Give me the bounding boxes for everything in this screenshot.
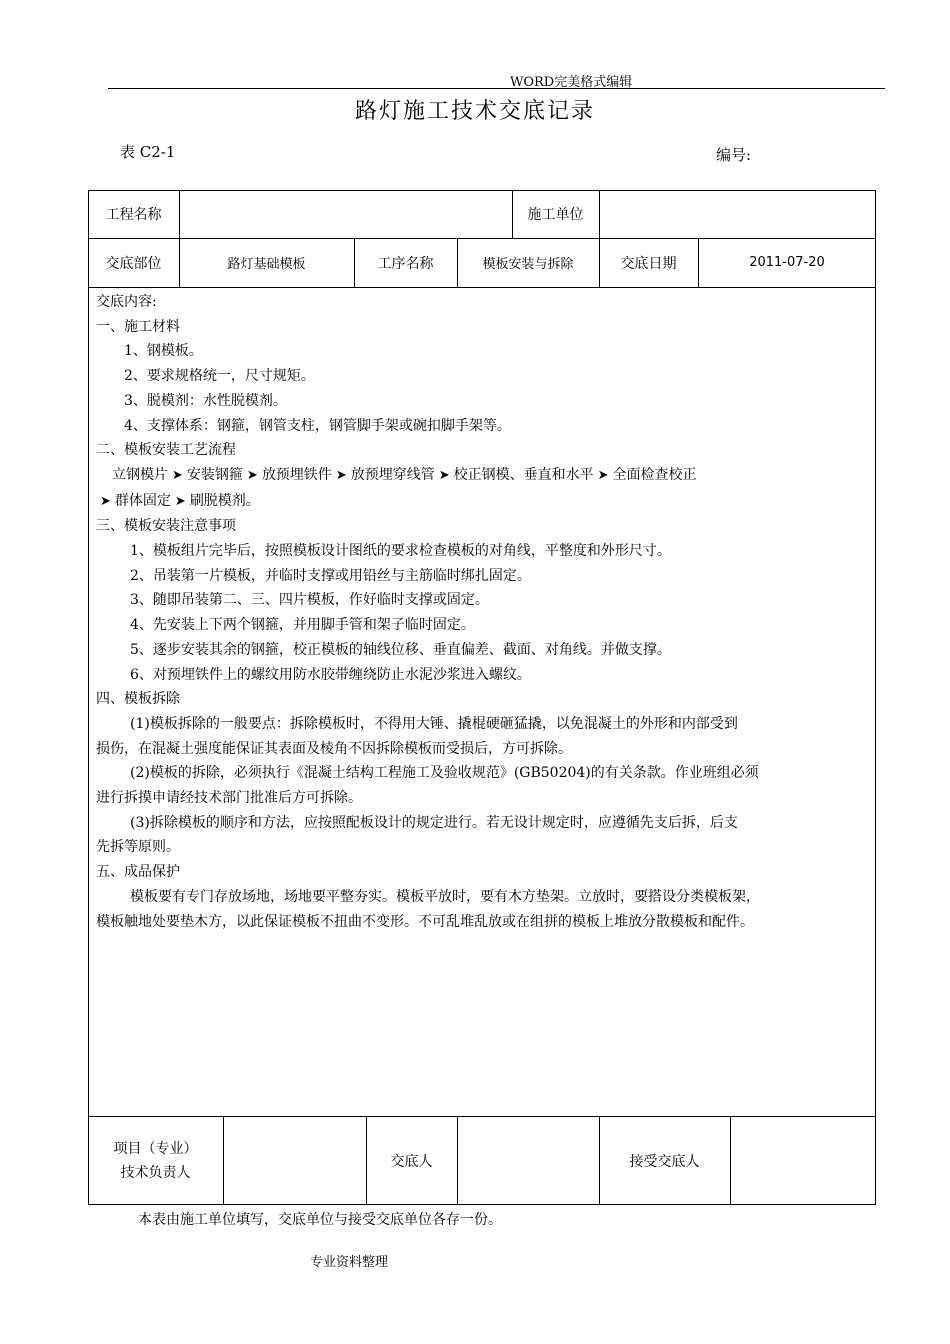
- flow-step: 安装钢箍: [186, 466, 243, 483]
- paragraph-line: (3)拆除模板的顺序和方法，应按照配板设计的规定进行。若无设计规定时，应遵循先支后拆，后支: [130, 814, 738, 831]
- header-watermark: WORD完美格式编辑: [510, 75, 633, 90]
- section-title: 五、成品保护: [96, 864, 180, 881]
- section-title: 一、施工材料: [96, 318, 180, 335]
- paragraph-line: 模板触地处要垫木方，以此保证模板不扭曲不变形。不可乱堆乱放或在组拼的模板上堆放分散模板和配件。: [96, 913, 754, 930]
- table-footnote: 本表由施工单位填写，交底单位与接受交底单位各存一份。: [138, 1212, 502, 1228]
- paragraph-line: 模板要有专门存放场地，场地要平整夯实。模板平放时，要有木方垫架。立放时，要搭设分类模板架，: [130, 888, 760, 905]
- header-divider: [108, 88, 885, 89]
- arrow-right-icon: ➤: [438, 467, 450, 483]
- list-item: 4、先安装上下两个钢箍，并用脚手管和架子临时固定。: [130, 617, 475, 634]
- form-number: 表 C2-1: [120, 143, 176, 161]
- process-field[interactable]: 模板安装与拆除: [482, 257, 574, 272]
- flow-step: 刷脱模剂。: [189, 492, 260, 509]
- flow-step: 立钢模片: [112, 466, 168, 483]
- discloser-label: 交底人: [390, 1153, 433, 1170]
- flow-step: 放预埋穿线管: [350, 466, 435, 483]
- section-title: 四、模板拆除: [96, 691, 180, 708]
- contractor-label: 施工单位: [527, 207, 584, 223]
- discloser-signature-field[interactable]: [457, 1116, 599, 1205]
- date-field[interactable]: 2011-07-20: [749, 255, 825, 270]
- flow-step: 全面检查校正: [612, 466, 697, 483]
- arrow-right-icon: ➤: [100, 493, 111, 509]
- paragraph-line: (2)模板的拆除，必须执行《混凝土结构工程施工及验收规范》(GB50204)的有关条款。作业班组必须: [130, 765, 759, 782]
- page-footer: 专业资料整理: [310, 1255, 389, 1270]
- receiver-label: 接受交底人: [629, 1153, 700, 1170]
- project-name-field[interactable]: [179, 190, 512, 238]
- flow-line-2: [96, 489, 872, 515]
- arrow-right-icon: ➤: [174, 493, 186, 509]
- arrow-right-icon: ➤: [172, 467, 183, 483]
- paragraph-line: 进行拆摸申请经技术部门批准后方可拆除。: [96, 790, 362, 807]
- section-title: 三、模板安装注意事项: [96, 518, 236, 535]
- contractor-field[interactable]: [599, 190, 876, 238]
- list-item: 1、钢模板。: [124, 343, 203, 360]
- list-item: 3、随即吊装第二、三、四片模板，作好临时支撑或固定。: [130, 592, 489, 609]
- arrow-right-icon: ➤: [246, 467, 258, 483]
- arrow-right-icon: ➤: [335, 467, 347, 483]
- process-label: 工序名称: [377, 255, 434, 272]
- list-item: 5、逐步安装其余的钢箍，校正模板的轴线位移、垂直偏差、截面、对角线。并做支撑。: [130, 641, 671, 658]
- tech-lead-label: [88, 1116, 223, 1205]
- part-field[interactable]: 路灯基础模板: [227, 257, 306, 272]
- flow-line-1: [96, 463, 872, 489]
- list-item: 3、脱模剂：水性脱模剂。: [124, 392, 287, 409]
- flow-step: 放预埋铁件: [261, 466, 332, 483]
- part-label: 交底部位: [105, 255, 162, 272]
- disclosure-content: [96, 290, 872, 934]
- date-label: 交底日期: [620, 255, 677, 272]
- paragraph-line: 损伤，在混凝土强度能保证其表面及棱角不因拆除模板而受损后，方可拆除。: [96, 740, 572, 757]
- flow-step: 群体固定: [114, 492, 171, 509]
- paragraph-line: (1)模板拆除的一般要点：拆除模板时，不得用大锤、撬棍硬砸猛撬，以免混凝土的外形和内部受到: [130, 715, 738, 732]
- tech-lead-label-line1: 项目（专业）: [113, 1140, 198, 1157]
- section-title: 二、模板安装工艺流程: [96, 442, 236, 459]
- paragraph-line: 先拆等原则。: [96, 839, 180, 856]
- list-item: 6、对预埋铁件上的螺纹用防水胶带缠绕防止水泥沙浆进入螺纹。: [130, 666, 531, 683]
- list-item: 4、支撑体系：钢箍，钢管支柱，钢管脚手架或碗扣脚手架等。: [124, 417, 511, 434]
- content-heading: 交底内容:: [96, 294, 157, 310]
- page-title: 路灯施工技术交底记录: [354, 99, 595, 124]
- flow-step: 校正钢模、垂直和水平: [453, 466, 594, 483]
- row-divider: [88, 287, 876, 288]
- serial-number-label: 编号:: [716, 146, 752, 164]
- list-item: 1、模板组片完毕后，按照模板设计图纸的要求检查模板的对角线，平整度和外形尺寸。: [130, 543, 671, 560]
- project-name-label: 工程名称: [105, 207, 162, 223]
- tech-lead-signature-field[interactable]: [223, 1116, 366, 1205]
- arrow-right-icon: ➤: [597, 467, 609, 483]
- list-item: 2、吊装第一片模板，并临时支撑或用铅丝与主筋临时绑扎固定。: [130, 567, 531, 584]
- tech-lead-label-line2: 技术负责人: [120, 1164, 191, 1181]
- receiver-signature-field[interactable]: [730, 1116, 876, 1205]
- list-item: 2、要求规格统一，尺寸规矩。: [124, 368, 315, 385]
